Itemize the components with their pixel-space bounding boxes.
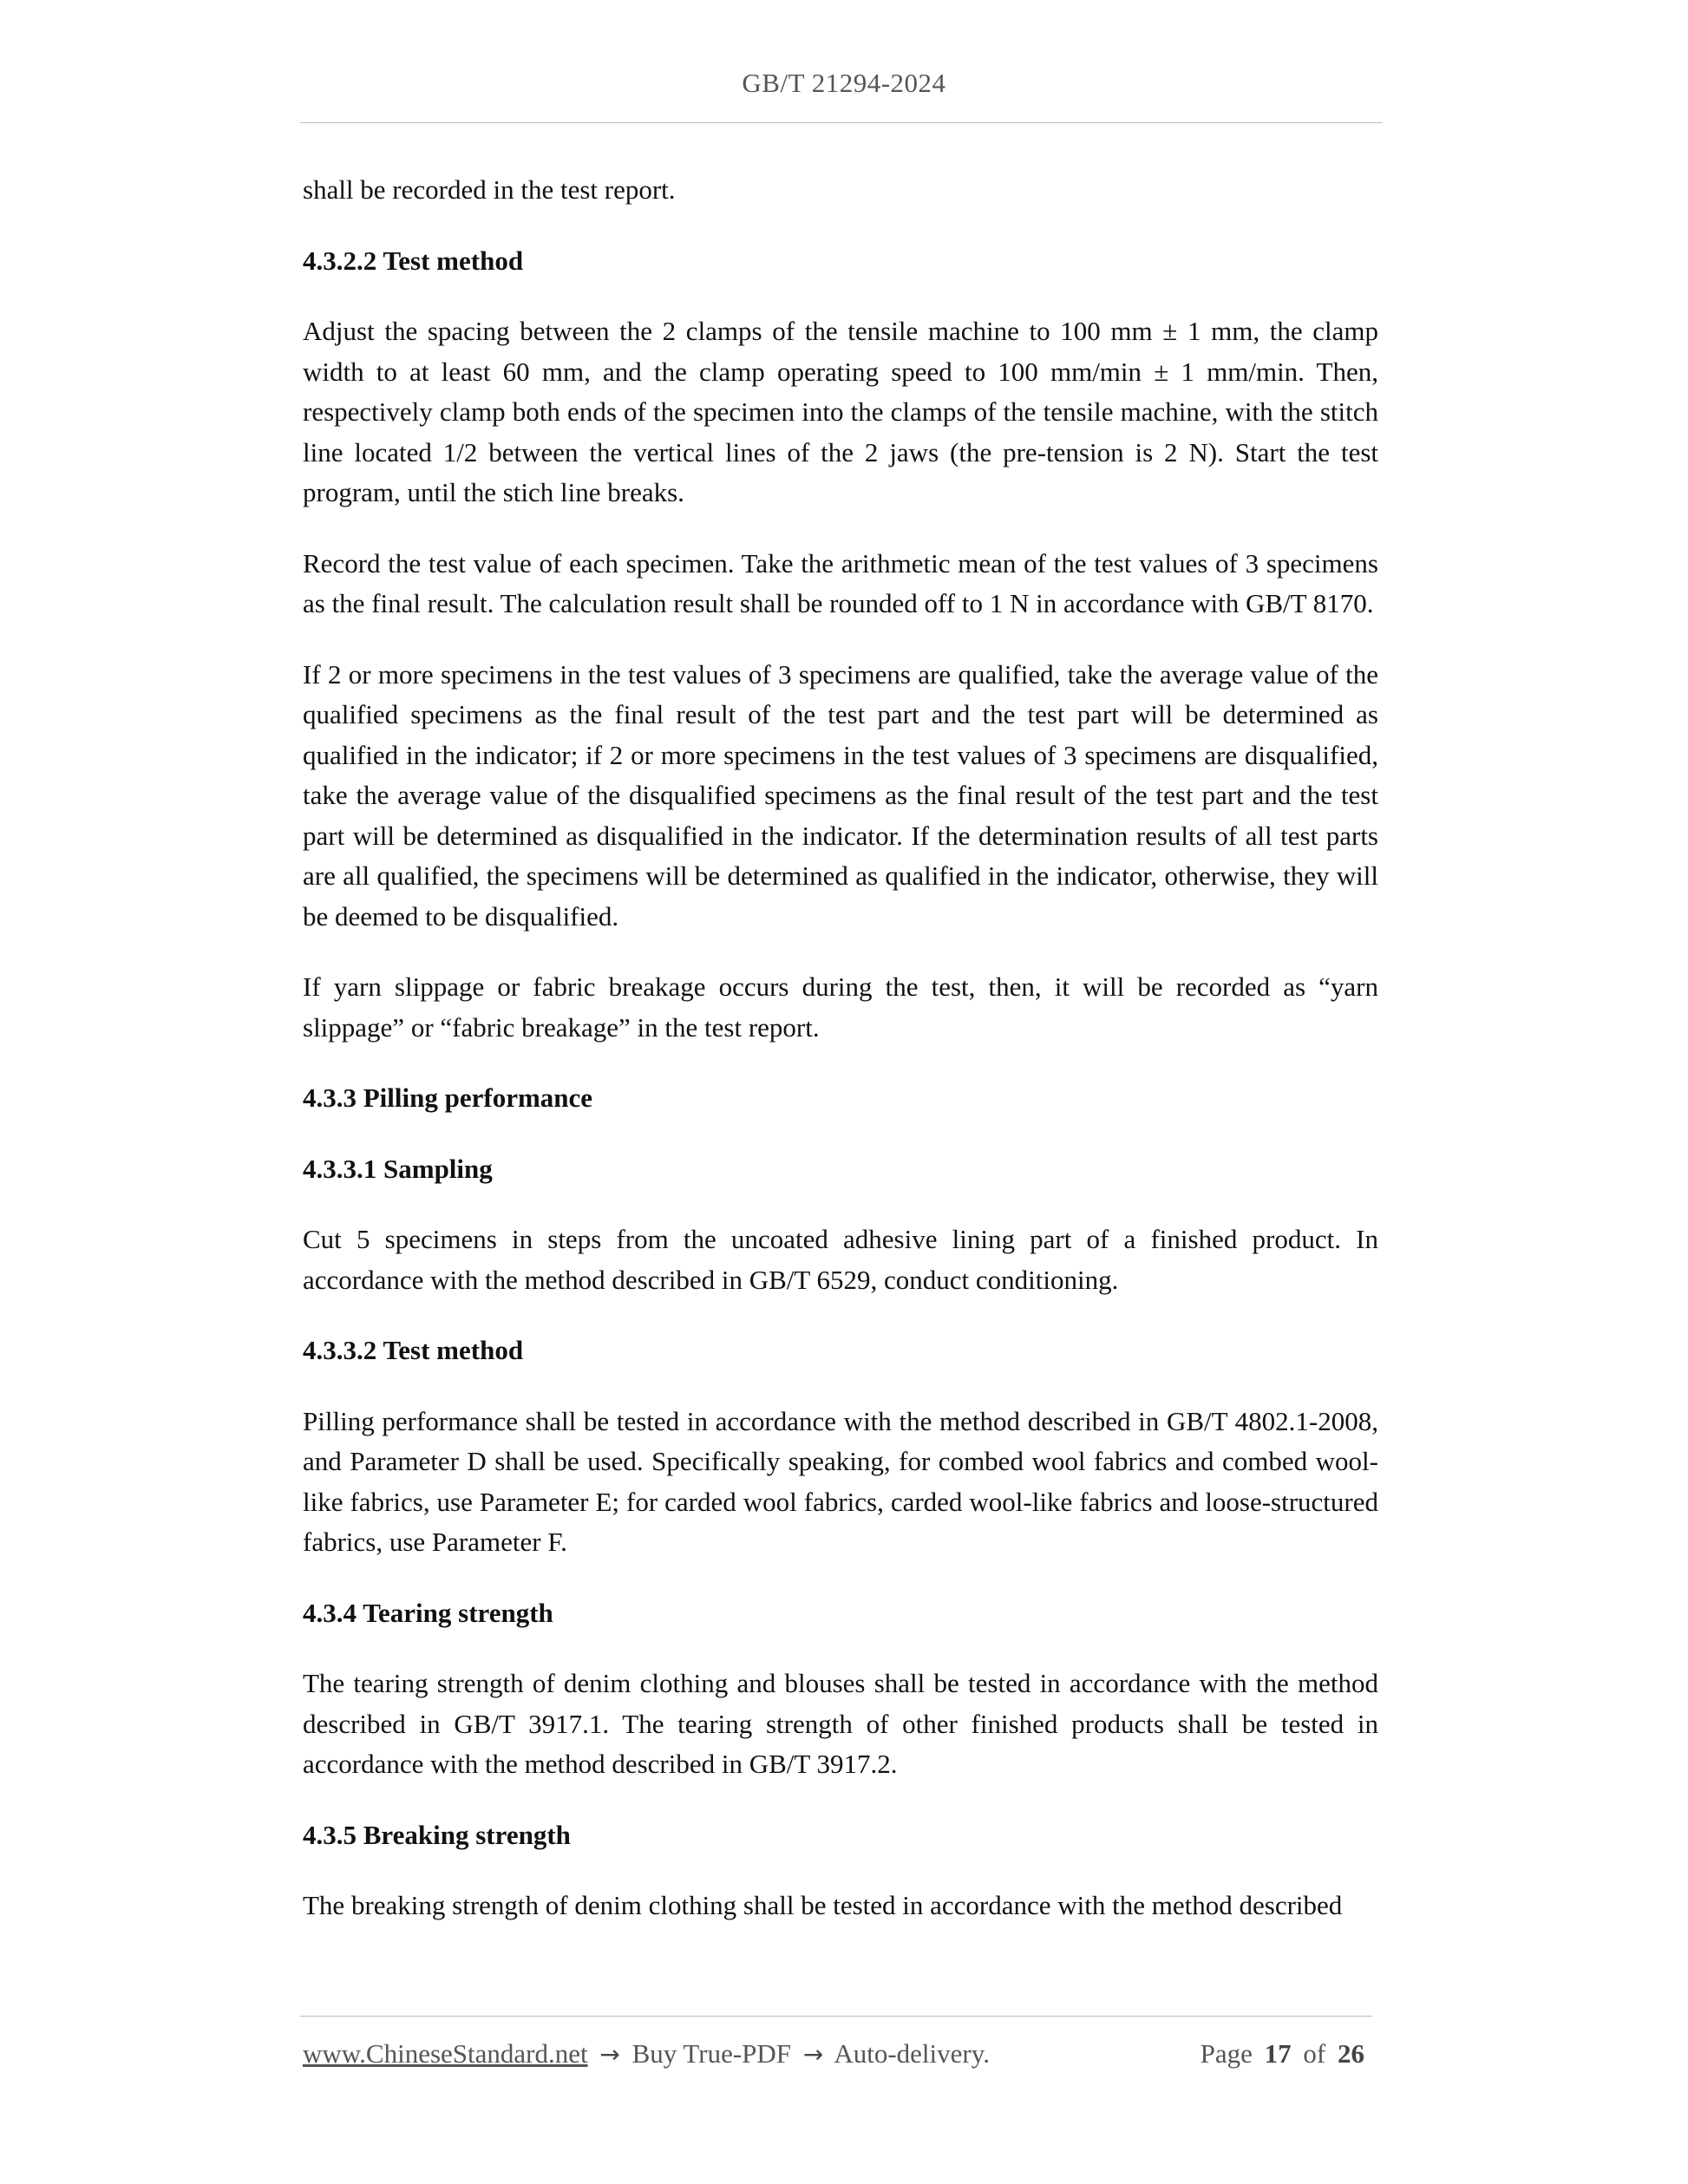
page-total: 26 (1338, 2038, 1364, 2069)
arrow-right-icon: → (802, 2040, 824, 2069)
auto-delivery-text: Auto-delivery. (834, 2038, 990, 2069)
page-number (1201, 2037, 1370, 2071)
footer-divider (300, 2016, 1372, 2017)
section-heading-4-3-2-2: 4.3.2.2 Test method (303, 245, 524, 276)
paragraph-test-method-qualification: If 2 or more specimens in the test values of 3 specimens are qualified, take the average value of the qualified specimens as the final result of the test part and the test part will be determined as qualified in the indicator; if 2 or more specimens in the test values of 3 specimens are disqualified, take the average value of the disqualified specimens as the final result of the test part and the test part will be determined as disqualified in the indicator. If the determination results of all test parts are all qualified, the specimens will be determined as qualified in the indicator, otherwise, they will be deemed to be disqualified. (303, 658, 1378, 932)
section-heading-4-3-3-2: 4.3.3.2 Test method (303, 1335, 524, 1365)
arrow-right-icon: → (599, 2040, 620, 2069)
paragraph-test-method-record: Record the test value of each specimen. Take the arithmetic mean of the test values of 3 specimens as the final result. The calculation result shall be rounded off to 1 N in accordance with GB/T 8170. (303, 547, 1378, 618)
paragraph-intro: shall be recorded in the test report. (303, 174, 676, 205)
section-heading-4-3-4: 4.3.4 Tearing strength (303, 1597, 553, 1628)
footer-promo (303, 2037, 990, 2072)
buy-true-pdf-text: Buy True-PDF (631, 2038, 792, 2069)
header-divider (300, 122, 1383, 123)
paragraph-test-method-slippage: If yarn slippage or fabric breakage occurs during the test, then, it will be recorded as “yarn slippage” or “fabric breakage” in the test report. (303, 971, 1378, 1043)
section-heading-4-3-3: 4.3.3 Pilling performance (303, 1082, 593, 1113)
paragraph-test-method-setup: Adjust the spacing between the 2 clamps of the tensile machine to 100 mm ± 1 mm, the clamp width to at least 60 mm, and the clamp operating speed to 100 mm/min ± 1 mm/min. Then, respectively clamp both ends of the specimen into the clamps of the tensile machine, with the stitch line located 1/2 between the vertical lines of the 2 jaws (the pre-tension is 2 N). Start the test program, until the stich line breaks. (303, 316, 1378, 507)
page-current: 17 (1264, 2038, 1292, 2069)
paragraph-tearing-strength: The tearing strength of denim clothing and blouses shall be tested in accordance with the method described in GB/T 3917.1. The tearing strength of other finished products shall be tested in accordance with the method described in GB/T 3917.2. (303, 1668, 1378, 1779)
page-label: Page (1200, 2038, 1253, 2069)
site-link[interactable]: www.ChineseStandard.net (303, 2038, 588, 2069)
paragraph-pilling-method: Pilling performance shall be tested in accordance with the method described in GB/T 4802.1-2008, and Parameter D shall be used. Specifically speaking, for combed wool fabrics and combed wool-like fabrics, use Parameter E; for carded wool fabrics, carded wool-like fabrics and loose-structured fabrics, use Parameter F. (303, 1405, 1378, 1557)
paragraph-sampling: Cut 5 specimens in steps from the uncoated adhesive lining part of a finished product. In accordance with the method described in GB/T 6529, conduct conditioning. (303, 1224, 1378, 1295)
section-heading-4-3-5: 4.3.5 Breaking strength (303, 1819, 571, 1850)
document-body (303, 170, 1378, 1957)
page-of-label: of (1303, 2038, 1326, 2069)
section-heading-4-3-3-1: 4.3.3.1 Sampling (303, 1153, 493, 1184)
paragraph-breaking-strength: The breaking strength of denim clothing shall be tested in accordance with the method described (303, 1890, 1343, 1920)
document-header-title: GB/T 21294-2024 (742, 68, 946, 98)
